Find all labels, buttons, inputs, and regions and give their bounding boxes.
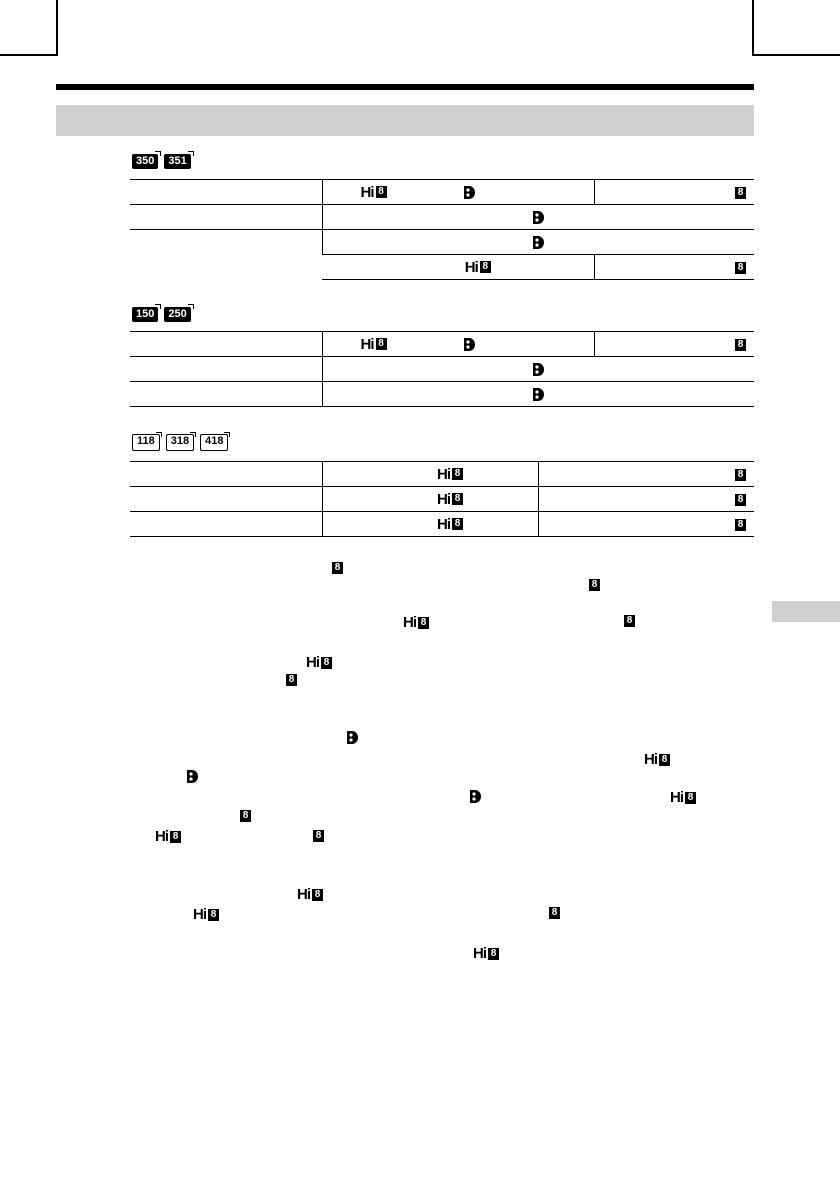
eight-icon: 8 [735,469,746,481]
table-row [130,357,754,382]
digital8-icon [346,731,358,744]
eight-icon: 8 [286,674,297,686]
crop-mark-top-left [0,54,56,56]
digital8-icon [186,770,198,783]
hi8-icon: Hi 8 [437,466,463,483]
model-badges-group-1 [132,154,191,169]
crop-mark-top-right [752,0,754,56]
model-badge: 318 [166,434,194,451]
table-row [130,512,754,537]
table-cell [130,230,322,280]
hi8-icon: Hi 8 [306,654,332,671]
table-cell [538,487,754,512]
digital8-icon [532,211,544,224]
table-cell [130,180,322,205]
hi8-icon: Hi 8 [437,516,463,533]
model-badges-group-2 [132,307,191,322]
table-row [130,462,754,487]
digital8-icon [463,338,475,351]
digital8-icon [463,186,475,199]
digital8-icon [532,363,544,376]
table-cell [322,462,538,487]
model-badge: 118 [132,434,160,451]
eight-icon: 8 [624,615,635,627]
table-cell [130,357,322,382]
model-badges-group-3 [132,434,228,451]
eight-icon: 8 [735,187,746,199]
compatibility-table-3 [130,461,754,537]
table-cell [322,255,594,280]
hi8-icon: Hi 8 [465,259,491,276]
table-cell [130,462,322,487]
table-cell [538,512,754,537]
hi8-icon: Hi 8 [361,336,387,353]
table-cell [322,180,594,205]
hi8-icon: Hi 8 [473,945,499,962]
table-cell [322,512,538,537]
digital8-icon [532,388,544,401]
hi8-icon: Hi 8 [361,184,387,201]
table-cell [322,357,754,382]
table-cell [322,205,754,230]
hi8-icon: Hi 8 [670,789,696,806]
table-cell [130,382,322,407]
table-row [130,180,754,205]
table-cell [322,382,754,407]
eight-icon: 8 [735,262,746,274]
table-cell [594,255,754,280]
table-cell [130,332,322,357]
hi8-icon: Hi 8 [155,828,181,845]
page-rule [56,84,754,90]
table-cell [322,332,594,357]
table-cell [594,180,754,205]
table-cell [130,512,322,537]
hi8-icon: Hi 8 [297,886,323,903]
eight-icon: 8 [240,810,251,822]
hi8-icon: Hi 8 [437,491,463,508]
crop-mark-left-vertical [56,0,58,56]
eight-icon: 8 [549,907,560,919]
model-badge: 150 [132,307,158,322]
model-badge: 351 [164,154,190,169]
eight-icon: 8 [735,519,746,531]
model-badge: 250 [164,307,190,322]
side-index-tab [772,601,840,622]
eight-icon: 8 [313,830,324,842]
table-cell [130,205,322,230]
hi8-icon: Hi 8 [403,614,429,631]
hi8-icon: Hi 8 [644,751,670,768]
table-cell [538,462,754,487]
table-row [130,230,754,255]
digital8-icon [532,236,544,249]
section-header-bar [56,105,754,136]
eight-icon: 8 [735,494,746,506]
compatibility-table-2 [130,331,754,407]
table-row [130,487,754,512]
hi8-icon: Hi 8 [193,906,219,923]
table-cell [322,487,538,512]
compatibility-table-1 [130,179,754,280]
eight-icon: 8 [332,562,343,574]
model-badge: 418 [200,434,228,451]
eight-icon: 8 [589,579,600,591]
table-row [130,332,754,357]
table-cell [594,332,754,357]
table-row [130,205,754,230]
table-cell [130,487,322,512]
table-cell [322,230,754,255]
table-row [130,382,754,407]
model-badge: 350 [132,154,158,169]
eight-icon: 8 [735,339,746,351]
crop-mark-right-horizontal [754,54,840,56]
digital8-icon [469,790,481,803]
